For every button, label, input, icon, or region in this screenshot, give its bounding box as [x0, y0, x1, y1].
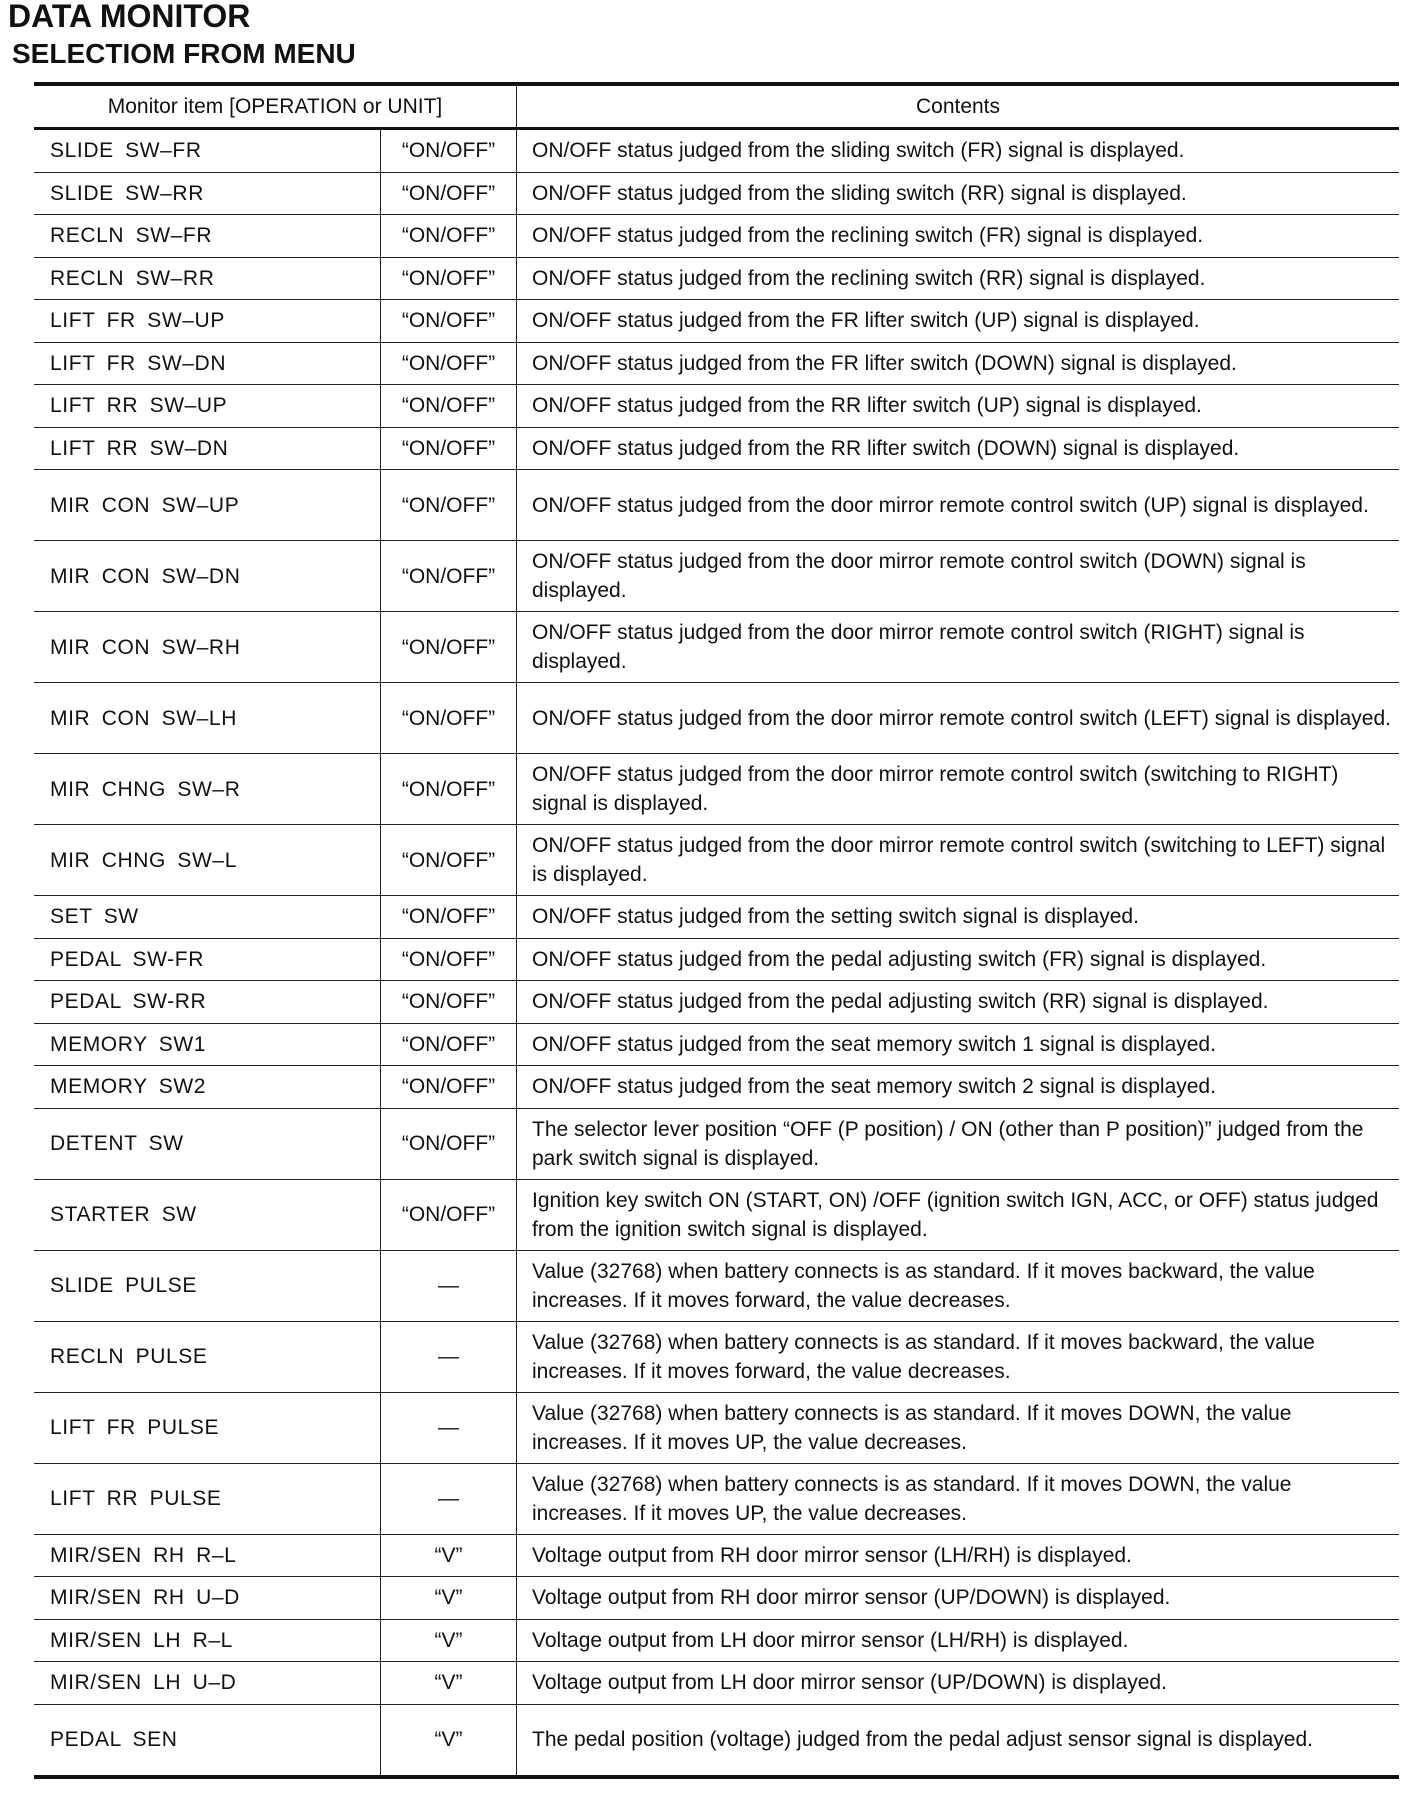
- table-row: [34, 470, 1399, 541]
- contents-cell: ON/OFF status judged from the door mirror remote control switch (switching to LEFT) signal is displayed.: [517, 825, 1400, 896]
- table-row: [34, 129, 1399, 173]
- unit-cell: —: [381, 1250, 517, 1321]
- monitor-item-cell: LIFT FR SW–DN: [34, 342, 381, 385]
- monitor-item-cell: MIR/SEN LH R–L: [34, 1619, 381, 1662]
- monitor-item-cell: LIFT FR SW–UP: [34, 300, 381, 343]
- unit-cell: —: [381, 1321, 517, 1392]
- contents-cell: Voltage output from LH door mirror sensor (LH/RH) is displayed.: [517, 1619, 1400, 1662]
- monitor-item-cell: RECLN SW–RR: [34, 257, 381, 300]
- monitor-item-cell: MIR/SEN RH R–L: [34, 1534, 381, 1577]
- column-header-contents: Contents: [517, 84, 1400, 129]
- table-row: [34, 172, 1399, 215]
- contents-cell: ON/OFF status judged from the RR lifter switch (DOWN) signal is displayed.: [517, 427, 1400, 470]
- page-title: DATA MONITOR: [8, 0, 251, 34]
- monitor-item-cell: MIR CON SW–LH: [34, 683, 381, 754]
- data-monitor-table: [34, 82, 1399, 1779]
- unit-cell: “V”: [381, 1577, 517, 1620]
- monitor-item-cell: MIR CON SW–DN: [34, 541, 381, 612]
- unit-cell: “V”: [381, 1534, 517, 1577]
- contents-cell: Voltage output from RH door mirror sensor (UP/DOWN) is displayed.: [517, 1577, 1400, 1620]
- unit-cell: “ON/OFF”: [381, 825, 517, 896]
- unit-cell: “ON/OFF”: [381, 342, 517, 385]
- table-row: [34, 1321, 1399, 1392]
- contents-cell: ON/OFF status judged from the door mirror remote control switch (UP) signal is displayed.: [517, 470, 1400, 541]
- contents-cell: ON/OFF status judged from the reclining switch (RR) signal is displayed.: [517, 257, 1400, 300]
- table-row: [34, 754, 1399, 825]
- contents-cell: ON/OFF status judged from the door mirror remote control switch (DOWN) signal is displayed.: [517, 541, 1400, 612]
- unit-cell: “ON/OFF”: [381, 427, 517, 470]
- monitor-item-cell: LIFT RR SW–UP: [34, 385, 381, 428]
- monitor-item-cell: SLIDE PULSE: [34, 1250, 381, 1321]
- table-row: [34, 1392, 1399, 1463]
- unit-cell: “ON/OFF”: [381, 470, 517, 541]
- contents-cell: ON/OFF status judged from the pedal adjusting switch (FR) signal is displayed.: [517, 938, 1400, 981]
- contents-cell: ON/OFF status judged from the seat memory switch 2 signal is displayed.: [517, 1066, 1400, 1109]
- contents-cell: Value (32768) when battery connects is as standard. If it moves DOWN, the value increases. If it moves UP, the value decreases.: [517, 1392, 1400, 1463]
- unit-cell: “ON/OFF”: [381, 938, 517, 981]
- monitor-item-cell: RECLN PULSE: [34, 1321, 381, 1392]
- table-row: [34, 1179, 1399, 1250]
- monitor-item-cell: SET SW: [34, 896, 381, 939]
- table-row: [34, 938, 1399, 981]
- unit-cell: —: [381, 1463, 517, 1534]
- table-row: [34, 1704, 1399, 1777]
- table-header-row: [34, 84, 1399, 129]
- table-body: [34, 129, 1399, 1777]
- monitor-item-cell: LIFT RR SW–DN: [34, 427, 381, 470]
- unit-cell: “ON/OFF”: [381, 1179, 517, 1250]
- contents-cell: Voltage output from LH door mirror sensor (UP/DOWN) is displayed.: [517, 1662, 1400, 1705]
- table-row: [34, 1023, 1399, 1066]
- unit-cell: “V”: [381, 1662, 517, 1705]
- table-row: [34, 612, 1399, 683]
- table-row: [34, 896, 1399, 939]
- monitor-item-cell: PEDAL SW-RR: [34, 981, 381, 1024]
- table-row: [34, 385, 1399, 428]
- table-row: [34, 1534, 1399, 1577]
- monitor-item-cell: MIR CHNG SW–R: [34, 754, 381, 825]
- monitor-item-cell: LIFT RR PULSE: [34, 1463, 381, 1534]
- table-row: [34, 1662, 1399, 1705]
- table-row: [34, 300, 1399, 343]
- contents-cell: Ignition key switch ON (START, ON) /OFF (ignition switch IGN, ACC, or OFF) status judged from the ignition switch signal is displayed.: [517, 1179, 1400, 1250]
- contents-cell: ON/OFF status judged from the door mirror remote control switch (LEFT) signal is displayed.: [517, 683, 1400, 754]
- unit-cell: “ON/OFF”: [381, 541, 517, 612]
- contents-cell: ON/OFF status judged from the seat memory switch 1 signal is displayed.: [517, 1023, 1400, 1066]
- table-row: [34, 1108, 1399, 1179]
- unit-cell: “ON/OFF”: [381, 129, 517, 173]
- contents-cell: ON/OFF status judged from the setting switch signal is displayed.: [517, 896, 1400, 939]
- monitor-item-cell: MIR/SEN RH U–D: [34, 1577, 381, 1620]
- contents-cell: ON/OFF status judged from the RR lifter switch (UP) signal is displayed.: [517, 385, 1400, 428]
- unit-cell: “V”: [381, 1704, 517, 1777]
- table-row: [34, 1066, 1399, 1109]
- table-row: [34, 683, 1399, 754]
- monitor-item-cell: MIR CON SW–UP: [34, 470, 381, 541]
- contents-cell: ON/OFF status judged from the door mirror remote control switch (switching to RIGHT) signal is displayed.: [517, 754, 1400, 825]
- table-row: [34, 825, 1399, 896]
- column-header-monitor-item: Monitor item [OPERATION or UNIT]: [34, 84, 517, 129]
- monitor-item-cell: MEMORY SW1: [34, 1023, 381, 1066]
- unit-cell: “ON/OFF”: [381, 257, 517, 300]
- table-row: [34, 342, 1399, 385]
- contents-cell: Value (32768) when battery connects is as standard. If it moves DOWN, the value increases. If it moves UP, the value decreases.: [517, 1463, 1400, 1534]
- monitor-item-cell: DETENT SW: [34, 1108, 381, 1179]
- contents-cell: ON/OFF status judged from the pedal adjusting switch (RR) signal is displayed.: [517, 981, 1400, 1024]
- unit-cell: “ON/OFF”: [381, 1108, 517, 1179]
- table-row: [34, 1619, 1399, 1662]
- table-row: [34, 1250, 1399, 1321]
- contents-cell: ON/OFF status judged from the FR lifter switch (DOWN) signal is displayed.: [517, 342, 1400, 385]
- contents-cell: The selector lever position “OFF (P position) / ON (other than P position)” judged from the park switch signal is displayed.: [517, 1108, 1400, 1179]
- monitor-item-cell: MIR CON SW–RH: [34, 612, 381, 683]
- unit-cell: “ON/OFF”: [381, 1023, 517, 1066]
- monitor-item-cell: LIFT FR PULSE: [34, 1392, 381, 1463]
- table-row: [34, 1463, 1399, 1534]
- monitor-item-cell: SLIDE SW–RR: [34, 172, 381, 215]
- unit-cell: “ON/OFF”: [381, 981, 517, 1024]
- unit-cell: —: [381, 1392, 517, 1463]
- contents-cell: Voltage output from RH door mirror sensor (LH/RH) is displayed.: [517, 1534, 1400, 1577]
- unit-cell: “ON/OFF”: [381, 172, 517, 215]
- page-subtitle: SELECTIOM FROM MENU: [12, 38, 356, 69]
- monitor-item-cell: MEMORY SW2: [34, 1066, 381, 1109]
- unit-cell: “ON/OFF”: [381, 385, 517, 428]
- contents-cell: ON/OFF status judged from the door mirror remote control switch (RIGHT) signal is displayed.: [517, 612, 1400, 683]
- unit-cell: “ON/OFF”: [381, 754, 517, 825]
- unit-cell: “ON/OFF”: [381, 300, 517, 343]
- unit-cell: “ON/OFF”: [381, 612, 517, 683]
- unit-cell: “ON/OFF”: [381, 896, 517, 939]
- table-row: [34, 257, 1399, 300]
- monitor-item-cell: PEDAL SEN: [34, 1704, 381, 1777]
- monitor-item-cell: STARTER SW: [34, 1179, 381, 1250]
- table-row: [34, 981, 1399, 1024]
- contents-cell: ON/OFF status judged from the sliding switch (FR) signal is displayed.: [517, 129, 1400, 173]
- table-row: [34, 541, 1399, 612]
- monitor-item-cell: SLIDE SW–FR: [34, 129, 381, 173]
- monitor-item-cell: RECLN SW–FR: [34, 215, 381, 258]
- contents-cell: ON/OFF status judged from the sliding switch (RR) signal is displayed.: [517, 172, 1400, 215]
- table-row: [34, 1577, 1399, 1620]
- contents-cell: The pedal position (voltage) judged from the pedal adjust sensor signal is displayed.: [517, 1704, 1400, 1777]
- unit-cell: “ON/OFF”: [381, 215, 517, 258]
- monitor-item-cell: MIR/SEN LH U–D: [34, 1662, 381, 1705]
- unit-cell: “V”: [381, 1619, 517, 1662]
- monitor-item-cell: MIR CHNG SW–L: [34, 825, 381, 896]
- unit-cell: “ON/OFF”: [381, 683, 517, 754]
- contents-cell: ON/OFF status judged from the reclining switch (FR) signal is displayed.: [517, 215, 1400, 258]
- unit-cell: “ON/OFF”: [381, 1066, 517, 1109]
- contents-cell: Value (32768) when battery connects is as standard. If it moves backward, the value increases. If it moves forward, the value decreases.: [517, 1250, 1400, 1321]
- contents-cell: Value (32768) when battery connects is as standard. If it moves backward, the value increases. If it moves forward, the value decreases.: [517, 1321, 1400, 1392]
- monitor-item-cell: PEDAL SW-FR: [34, 938, 381, 981]
- table-row: [34, 427, 1399, 470]
- table-row: [34, 215, 1399, 258]
- contents-cell: ON/OFF status judged from the FR lifter switch (UP) signal is displayed.: [517, 300, 1400, 343]
